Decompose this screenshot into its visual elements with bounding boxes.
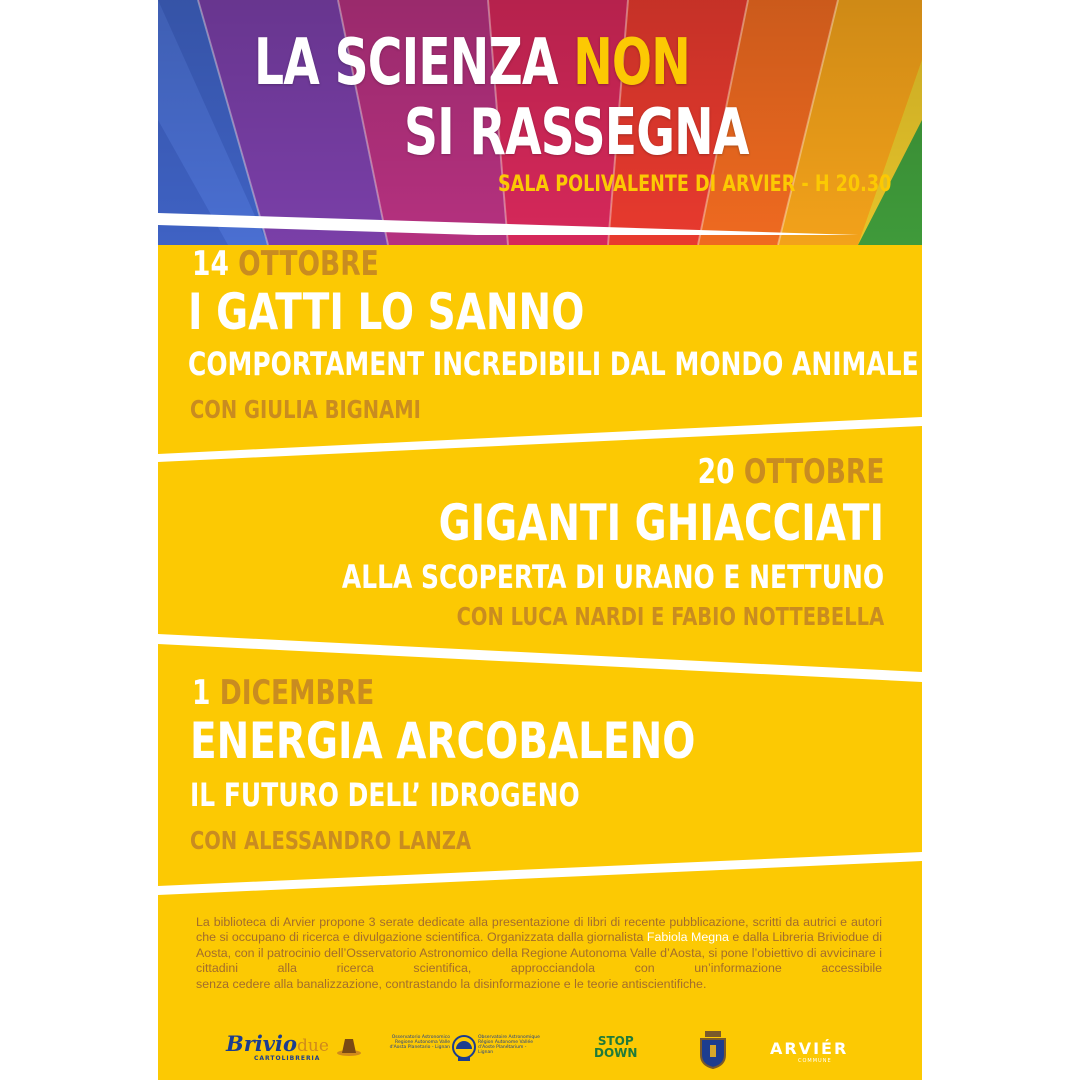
- divider-1: [158, 205, 922, 235]
- municipality-crest-icon: [698, 1031, 728, 1074]
- title-part: LA SCIENZA: [254, 26, 574, 100]
- event-date: [192, 244, 379, 284]
- logo-subtext: COMMUNE: [798, 1058, 832, 1064]
- logo-subtext: CARTOLIBRERIA: [254, 1055, 321, 1062]
- briviodue-logo: [226, 1031, 362, 1062]
- divider-4: [158, 850, 922, 900]
- event-month: OTTOBRE: [238, 244, 379, 284]
- logo-text: STOP: [597, 1034, 634, 1048]
- description-last-line: senza cedere alla banalizzazione, contrastando la disinformazione e le teorie antiscientifiche.: [196, 976, 707, 991]
- logo-text: due: [296, 1036, 329, 1056]
- event-speaker: CON GIULIA BIGNAMI: [190, 395, 421, 424]
- event-date: [192, 673, 374, 713]
- event-day: 1: [192, 673, 211, 713]
- sponsor-logos: [158, 1025, 922, 1075]
- event-title: ENERGIA ARCOBALENO: [190, 712, 696, 770]
- event-title: I GATTI LO SANNO: [188, 283, 585, 341]
- event-month: OTTOBRE: [743, 452, 884, 492]
- stopdown-logo: [594, 1035, 637, 1059]
- event-day: 14: [192, 244, 229, 284]
- logo-text: Observatoire Astronomique Région Autonome Vallée d'Aoste Planétarium - Lignan: [478, 1035, 540, 1055]
- description-paragraph: [196, 915, 882, 992]
- observatory-icon: [452, 1033, 476, 1063]
- arvier-logo: [770, 1039, 848, 1064]
- logo-text: ARVIÉR: [770, 1039, 849, 1058]
- event-subtitle: ALLA SCOPERTA DI URANO E NETTUNO: [341, 558, 884, 596]
- event-speaker: CON ALESSANDRO LANZA: [190, 826, 472, 855]
- event-subtitle: IL FUTURO DELL’ IDROGENO: [190, 776, 580, 814]
- event-speaker: CON LUCA NARDI E FABIO NOTTEBELLA: [456, 602, 884, 631]
- title-accent: NON: [573, 26, 690, 100]
- event-day: 20: [697, 452, 735, 492]
- event-title: GIGANTI GHIACCIATI: [438, 494, 884, 552]
- title-line-1: [254, 26, 690, 100]
- observatory-logo: [386, 1033, 540, 1067]
- event-poster: [158, 0, 922, 1080]
- organizer-name: Fabiola Megna: [646, 930, 729, 945]
- hat-icon: [336, 1035, 362, 1057]
- description-text: La biblioteca di Arvier propone 3 serate dedicate alla presentazione di libri di recente pubblicazione, scritti da autrici e autori che si occupano di ricerca e divulgazione scientifica. Organizzata dalla giornalista: [196, 915, 882, 945]
- title-line-2: SI RASSEGNA: [404, 96, 749, 170]
- venue-time: SALA POLIVALENTE DI ARVIER - H 20.30: [498, 172, 892, 197]
- event-subtitle: COMPORTAMENT INCREDIBILI DAL MONDO ANIMALE: [188, 345, 919, 383]
- logo-text: Brivio: [226, 1031, 297, 1056]
- logo-text: DOWN: [594, 1046, 638, 1060]
- event-month: DICEMBRE: [219, 673, 375, 713]
- event-date: [697, 452, 884, 492]
- logo-text: Osservatorio Astronomico Regione Autonoma Valle d'Aosta Planetario - Lignan: [389, 1035, 450, 1050]
- description-text: e dalla Libreria Briviodue di Aosta, con il patrocinio dell’Osservatorio Astronomico della Regione Autonoma Valle d’Aosta, si pone l’obiettivo di avvicinare i cittadini alla ricerca scientifica, approcciandola con un’informazione accessibile: [196, 930, 883, 976]
